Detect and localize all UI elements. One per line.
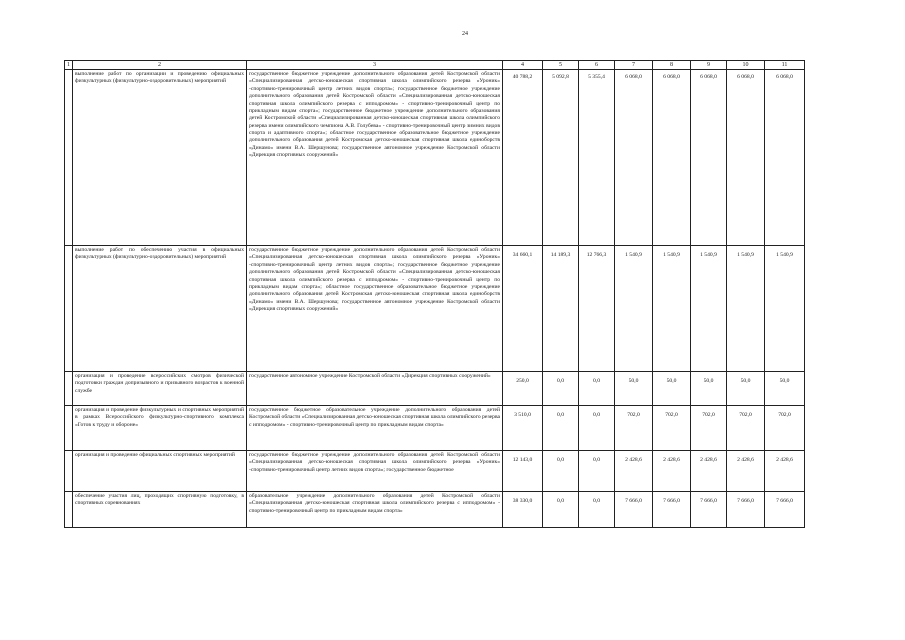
value-cell: 1 540,9 xyxy=(691,246,727,372)
table-row xyxy=(65,406,805,451)
executor-cell: государственное бюджетное образовательное учреждение дополнительного образования детей Костромской области «Специализированная детско-юношеская спортивная школа олимпийского резерва с ипподромом» - спортивно-тренировочный центр по прикладным видам спорта» xyxy=(247,406,503,451)
value-cell: 1 540,9 xyxy=(615,246,653,372)
value-cell: 0,0 xyxy=(579,372,615,406)
value-cell: 702,0 xyxy=(727,406,765,451)
value-cell: 14 189,3 xyxy=(543,246,579,372)
document-table xyxy=(64,60,805,528)
value-cell: 2 428,6 xyxy=(727,451,765,492)
value-cell: 12 143,0 xyxy=(503,451,543,492)
value-cell: 0,0 xyxy=(543,406,579,451)
value-cell: 6 068,0 xyxy=(727,70,765,246)
value-cell: 50,0 xyxy=(691,372,727,406)
page-number: 24 xyxy=(462,31,468,37)
activity-cell: организация и проведение всероссийских смотров физической подготовки граждан допризывного и призывного возрастов к военной службе xyxy=(73,372,247,406)
value-cell: 12 766,3 xyxy=(579,246,615,372)
value-cell: 0,0 xyxy=(579,406,615,451)
value-cell: 50,0 xyxy=(727,372,765,406)
executor-cell: государственное бюджетное учреждение дополнительного образования детей Костромской области «Специализированная детско-юношеская спортивная школа олимпийского резерва «Уроник» -спортивно-тренировочный центр летних видов спорта»; государственное бюджетное учреждение дополнительного образования детей Костромской области «Специализированная детско-юношеская спортивная школа олимпийского резерва с ипподромом» - спортивно-тренировочный центр по прикладным видам спорта»; областное государственное образовательное бюджетное учреждение дополнительного образования детей Костромская детско-юношеская спортивная школа единоборств «Динамо» имени В.А. Шершунова; государственное автономное учреждение Костромской области «Дирекция спортивных сооружений» xyxy=(247,246,503,372)
value-cell: 7 666,0 xyxy=(653,492,691,528)
column-header: 3 xyxy=(247,61,503,70)
value-cell: 50,0 xyxy=(765,372,805,406)
row-index-cell xyxy=(65,246,73,372)
value-cell: 250,0 xyxy=(503,372,543,406)
column-header: 11 xyxy=(765,61,805,70)
table-row xyxy=(65,372,805,406)
value-cell: 34 660,1 xyxy=(503,246,543,372)
value-cell: 702,0 xyxy=(615,406,653,451)
table-row xyxy=(65,246,805,372)
value-cell: 50,0 xyxy=(615,372,653,406)
value-cell: 702,0 xyxy=(691,406,727,451)
activity-cell: выполнение работ по обеспечению участия в официальных физкультурных (физкультурно-оздоровительных) мероприятий xyxy=(73,246,247,372)
column-header: 6 xyxy=(579,61,615,70)
value-cell: 2 428,6 xyxy=(615,451,653,492)
column-header: 9 xyxy=(691,61,727,70)
value-cell: 0,0 xyxy=(579,492,615,528)
value-cell: 702,0 xyxy=(765,406,805,451)
value-cell: 2 428,6 xyxy=(765,451,805,492)
row-index-cell xyxy=(65,372,73,406)
value-cell: 7 666,0 xyxy=(765,492,805,528)
value-cell: 7 666,0 xyxy=(727,492,765,528)
value-cell: 0,0 xyxy=(543,372,579,406)
activity-cell: организация и проведение физкультурных и спортивных мероприятий в рамках Всероссийского физкультурно-спортивного комплекса «Готов к труду и обороне» xyxy=(73,406,247,451)
value-cell: 50,0 xyxy=(653,372,691,406)
activity-cell: организация и проведение официальных спортивных мероприятий xyxy=(73,451,247,492)
table-header-row xyxy=(65,61,805,70)
value-cell: 6 068,0 xyxy=(765,70,805,246)
value-cell: 7 666,0 xyxy=(691,492,727,528)
executor-cell: государственное бюджетное учреждение дополнительного образования детей Костромской области «Специализированная детско-юношеская спортивная школа олимпийского резерва «Уроник» -спортивно-тренировочный центр летних видов спорта»; государственное бюджетное учреждение дополнительного образования детей Костромской области «Специализированная детско-юношеская спортивная школа олимпийского резерва с ипподромом» - спортивно-тренировочный центр по прикладным видам спорта»; государственное бюджетное учреждение дополнительного образования детей Костромской области «Специализированная детско-юношеская спортивная школа олимпийского резерва имени олимпийского чемпиона А.В. Голубева» - спортивно-тренировочный центр зимних видов спорта и адаптивного спорта»; областное государственное образовательное бюджетное учреждение дополнительного образования детей Костромская детско-юношеская спортивная школа единоборств «Динамо» имени В.А. Шершунова; государственное автономное учреждение Костромской области «Дирекция спортивных сооружений» xyxy=(247,70,503,246)
executor-cell: государственное автономное учреждение Костромской области «Дирекция спортивных сооружений» xyxy=(247,372,503,406)
value-cell: 1 540,9 xyxy=(653,246,691,372)
value-cell: 40 788,2 xyxy=(503,70,543,246)
column-header: 4 xyxy=(503,61,543,70)
activity-cell: обеспечение участия лиц, проходящих спортивную подготовку, в спортивных соревнованиях xyxy=(73,492,247,528)
value-cell: 3 510,0 xyxy=(503,406,543,451)
executor-cell: государственное бюджетное учреждение дополнительного образования детей Костромской области «Специализированная детско-юношеская спортивная школа олимпийского резерва «Уроник» -спортивно-тренировочный центр летних видов спорта»; государственное бюджетное xyxy=(247,451,503,492)
value-cell: 6 068,0 xyxy=(615,70,653,246)
column-header: 8 xyxy=(653,61,691,70)
row-index-cell xyxy=(65,406,73,451)
row-index-cell xyxy=(65,70,73,246)
value-cell: 0,0 xyxy=(543,492,579,528)
value-cell: 2 428,6 xyxy=(691,451,727,492)
table-row xyxy=(65,492,805,528)
value-cell: 5 355,4 xyxy=(579,70,615,246)
value-cell: 2 428,6 xyxy=(653,451,691,492)
value-cell: 0,0 xyxy=(579,451,615,492)
value-cell: 1 540,9 xyxy=(765,246,805,372)
table-row xyxy=(65,451,805,492)
activity-cell: выполнение работ по организации и проведению официальных физкультурных (физкультурно-оздоровительных) мероприятий xyxy=(73,70,247,246)
column-header: 1 xyxy=(65,61,73,70)
value-cell: 702,0 xyxy=(653,406,691,451)
value-cell: 5 092,8 xyxy=(543,70,579,246)
value-cell: 7 666,0 xyxy=(615,492,653,528)
row-index-cell xyxy=(65,492,73,528)
value-cell: 6 068,0 xyxy=(653,70,691,246)
table-row xyxy=(65,70,805,246)
column-header: 5 xyxy=(543,61,579,70)
value-cell: 38 330,0 xyxy=(503,492,543,528)
column-header: 2 xyxy=(73,61,247,70)
value-cell: 1 540,9 xyxy=(727,246,765,372)
column-header: 10 xyxy=(727,61,765,70)
value-cell: 0,0 xyxy=(543,451,579,492)
executor-cell: образовательное учреждение дополнительного образования детей Костромской области «Специализированная детско-юношеская спортивная школа олимпийского резерва с ипподромом» - спортивно-тренировочный центр по прикладным видам спорта» xyxy=(247,492,503,528)
column-header: 7 xyxy=(615,61,653,70)
value-cell: 6 068,0 xyxy=(691,70,727,246)
row-index-cell xyxy=(65,451,73,492)
